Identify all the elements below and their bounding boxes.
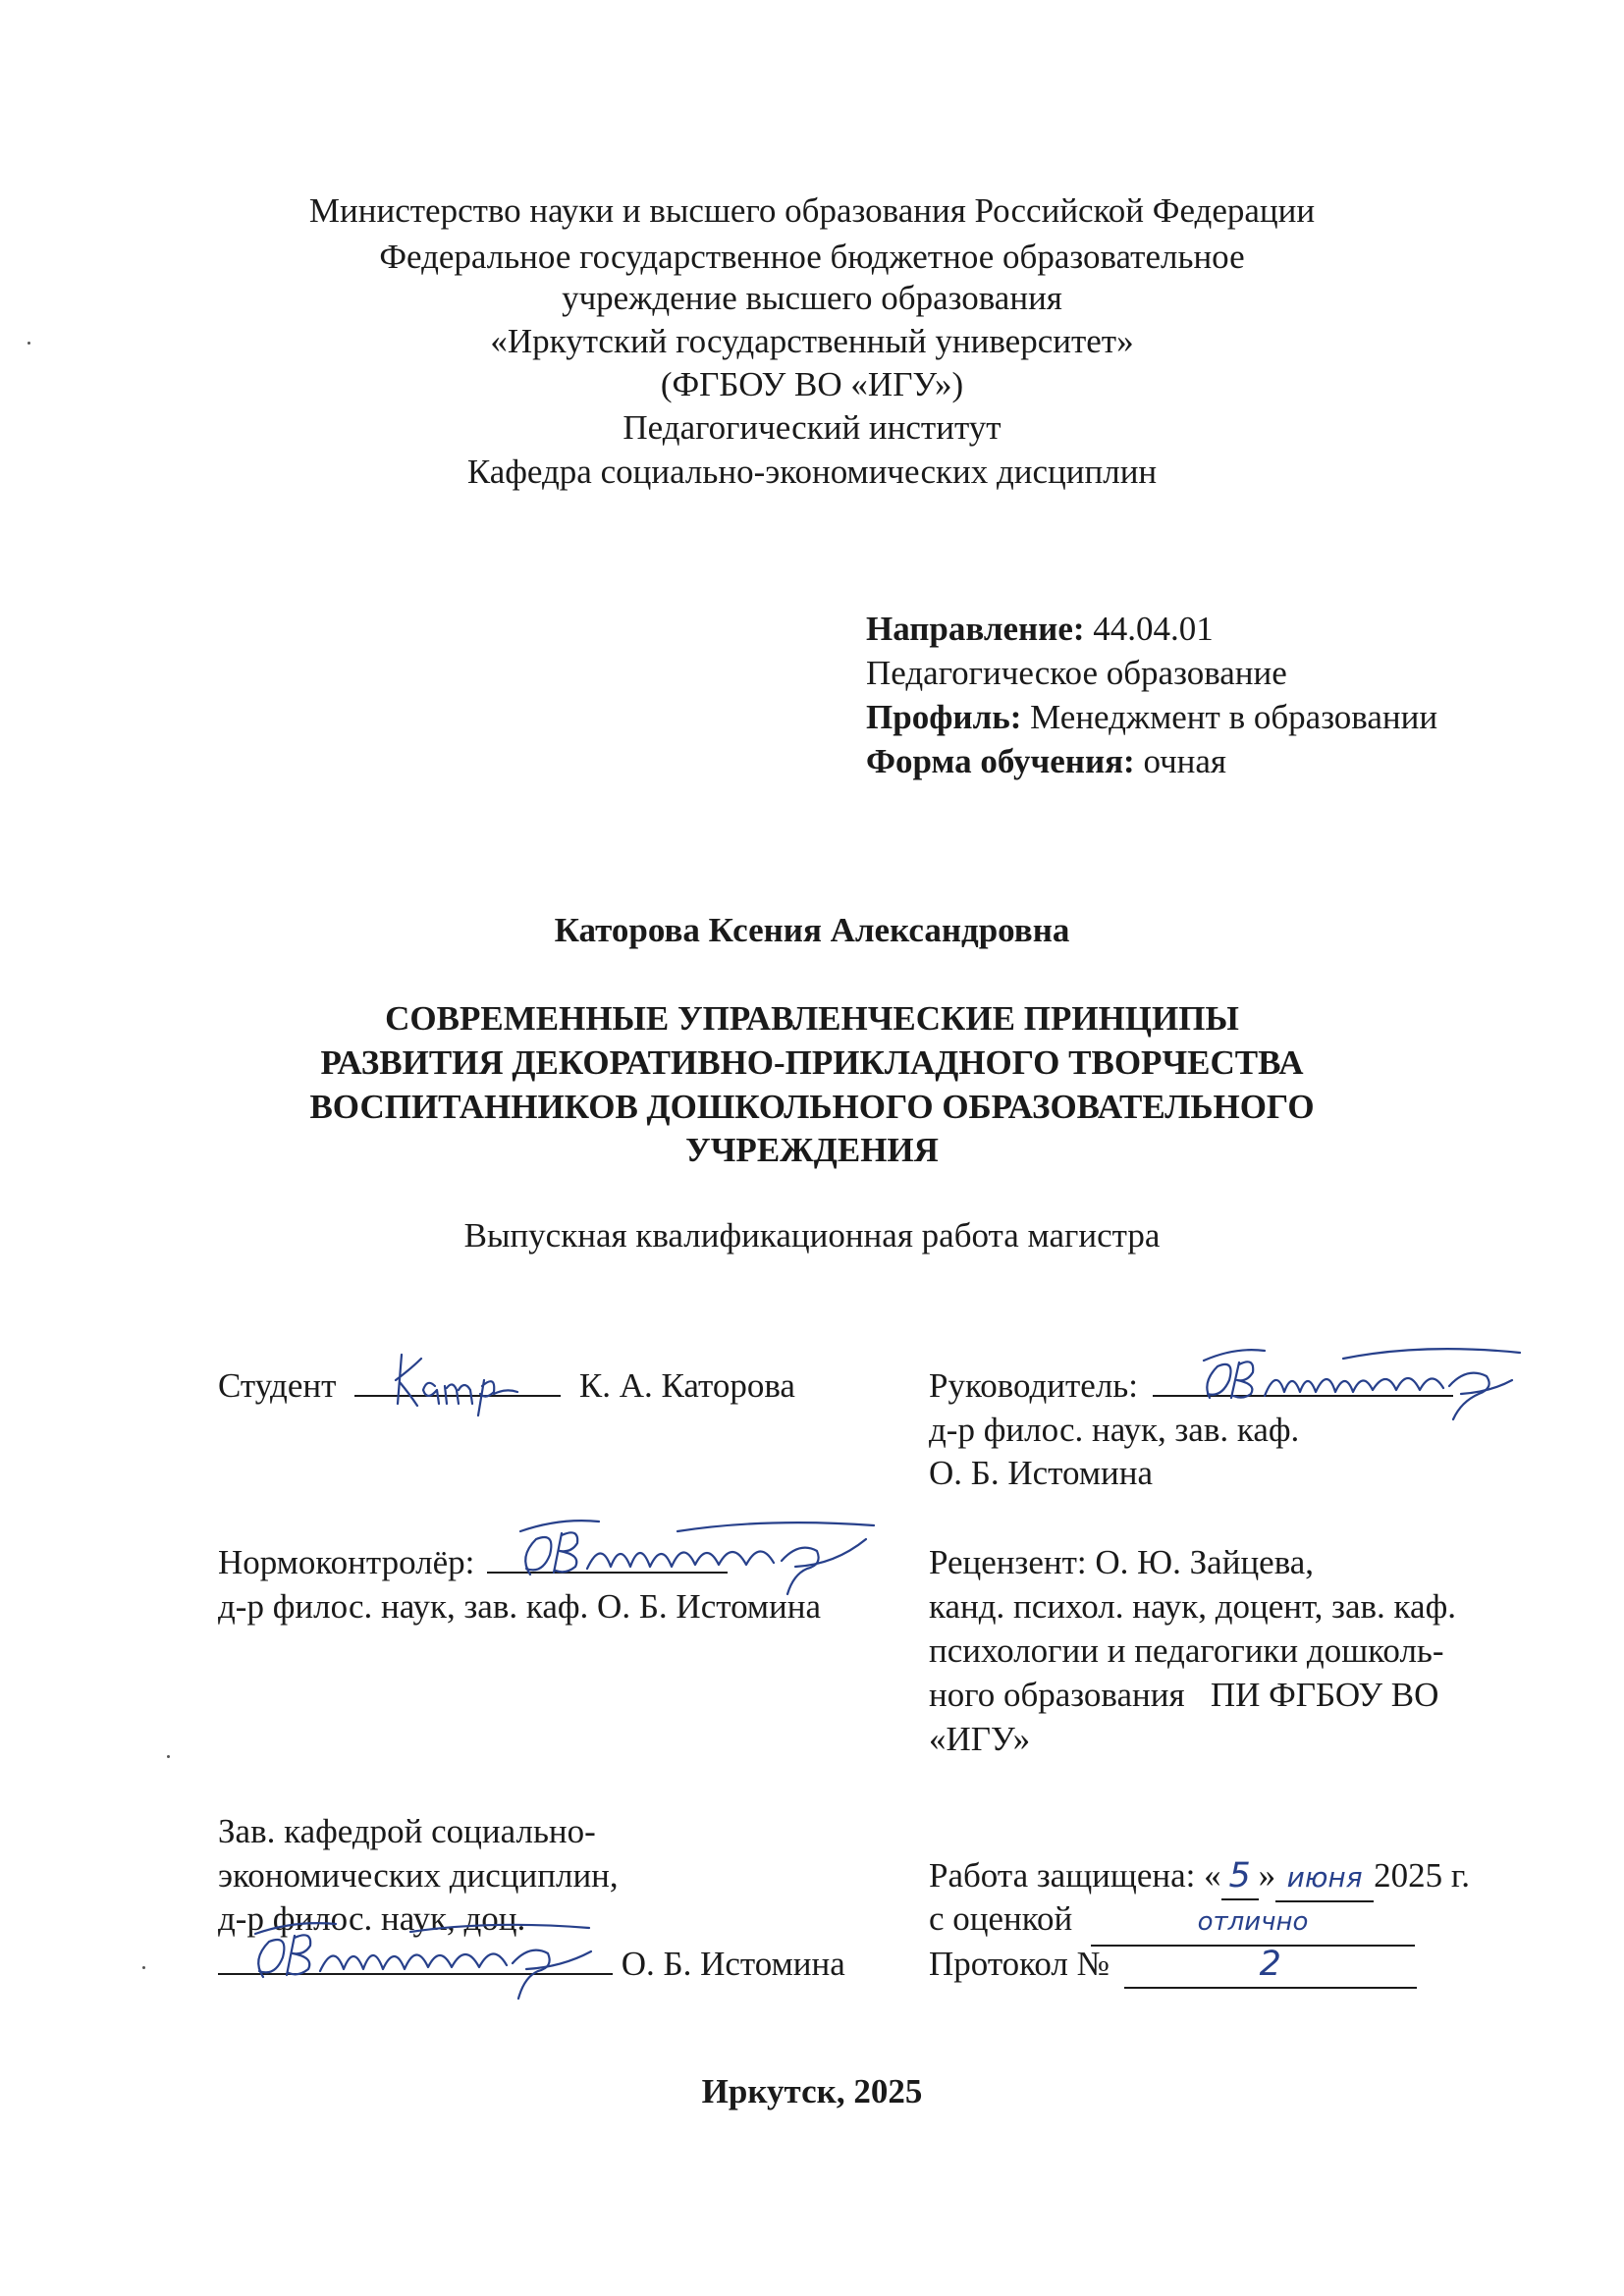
direction-line (866, 607, 1214, 652)
direction-code: 44.04.01 (1093, 610, 1214, 648)
protocol-value-line (1124, 1942, 1417, 1989)
defended-year: 2025 г. (1374, 1856, 1471, 1895)
student-signature-line (354, 1395, 561, 1397)
thesis-title-line-1: СОВРЕМЕННЫЕ УПРАВЛЕНЧЕСКИЕ ПРИНЦИПЫ (385, 999, 1239, 1038)
direction-name: Педагогическое образование (866, 654, 1287, 692)
student-name: К. А. Каторова (578, 1366, 795, 1405)
protocol-line (929, 1942, 1417, 1989)
normcontrol-signature-line (487, 1572, 728, 1574)
reviewer-line-1: Рецензент: О. Ю. Зайцева, (929, 1543, 1315, 1581)
defended-day: 5 (1221, 1853, 1259, 1900)
work-type: Выпускная квалификационная работа магистра (463, 1216, 1161, 1255)
institution-type-line: Федеральное государственное бюджетное образовательное (379, 238, 1245, 276)
profile-value: Менеджмент в образовании (1030, 698, 1438, 736)
head-name: О. Б. Истомина (621, 1945, 845, 1983)
form-label: Форма обучения: (866, 742, 1135, 780)
thesis-title-line-2: РАЗВИТИЯ ДЕКОРАТИВНО-ПРИКЛАДНОГО ТВОРЧЕСТВА (320, 1043, 1304, 1082)
supervisor-degree: д-р филос. наук, зав. каф. (929, 1411, 1300, 1449)
scan-speck (27, 342, 30, 345)
head-line-1: Зав. кафедрой социально- (218, 1812, 596, 1850)
defended-month: июня (1275, 1853, 1374, 1902)
grade-value: отлично (1197, 1907, 1309, 1937)
defended-mid: » (1258, 1856, 1276, 1895)
institute-name: Педагогический институт (623, 408, 1001, 447)
supervisor-signature-line (1153, 1395, 1453, 1397)
profile-line (866, 695, 1437, 740)
ministry-line: Министерство науки и высшего образования Российской Федерации (308, 191, 1316, 230)
supervisor-label: Руководитель: (929, 1366, 1138, 1405)
reviewer-line-2: канд. психол. наук, доцент, зав. каф. (929, 1587, 1456, 1626)
department-name: Кафедра социально-экономических дисциплин (466, 453, 1158, 491)
normcontrol-label: Нормоконтролёр: (218, 1543, 475, 1581)
head-name-line (218, 1942, 845, 1987)
head-line-3: д-р филос. наук, доц. (218, 1899, 526, 1938)
form-line (866, 739, 1226, 784)
student-label: Студент (218, 1366, 337, 1405)
form-value: очная (1143, 742, 1227, 780)
institution-type-line-2: учреждение высшего образования (562, 279, 1062, 317)
head-line-2: экономических дисциплин, (218, 1856, 619, 1895)
reviewer-line-3: психологии и педагогики дошколь- (929, 1631, 1444, 1670)
city-year: Иркутск, 2025 (701, 2072, 923, 2110)
scan-speck (167, 1755, 170, 1758)
university-name: «Иркутский государственный университет» (490, 322, 1134, 360)
head-signature-line (218, 1973, 613, 1975)
normcontrol-line (218, 1540, 728, 1585)
thesis-title-line-4: УЧРЕЖДЕНИЯ (685, 1131, 939, 1169)
grade-label: с оценкой (929, 1899, 1073, 1938)
reviewer-line-5: «ИГУ» (929, 1720, 1031, 1758)
grade-value-line (1091, 1896, 1415, 1947)
scan-speck (142, 1966, 145, 1969)
student-line (218, 1363, 795, 1409)
supervisor-name: О. Б. Истомина (929, 1454, 1153, 1492)
protocol-value: 2 (1259, 1945, 1281, 1984)
defended-label: Работа защищена: « (929, 1856, 1221, 1895)
profile-label: Профиль: (866, 698, 1022, 736)
author-name: Каторова Ксения Александровна (554, 911, 1070, 949)
university-abbr: (ФГБОУ ВО «ИГУ») (660, 365, 964, 403)
reviewer-line-4: ного образования ПИ ФГБОУ ВО (929, 1676, 1439, 1714)
direction-label: Направление: (866, 610, 1085, 648)
protocol-label: Протокол № (929, 1945, 1110, 1983)
thesis-title-line-3: ВОСПИТАННИКОВ ДОШКОЛЬНОГО ОБРАЗОВАТЕЛЬНОГО (309, 1088, 1315, 1126)
normcontrol-degree: д-р филос. наук, зав. каф. О. Б. Истомина (218, 1587, 822, 1626)
grade-line (929, 1896, 1415, 1947)
supervisor-line (929, 1363, 1453, 1409)
defended-line (929, 1853, 1470, 1902)
